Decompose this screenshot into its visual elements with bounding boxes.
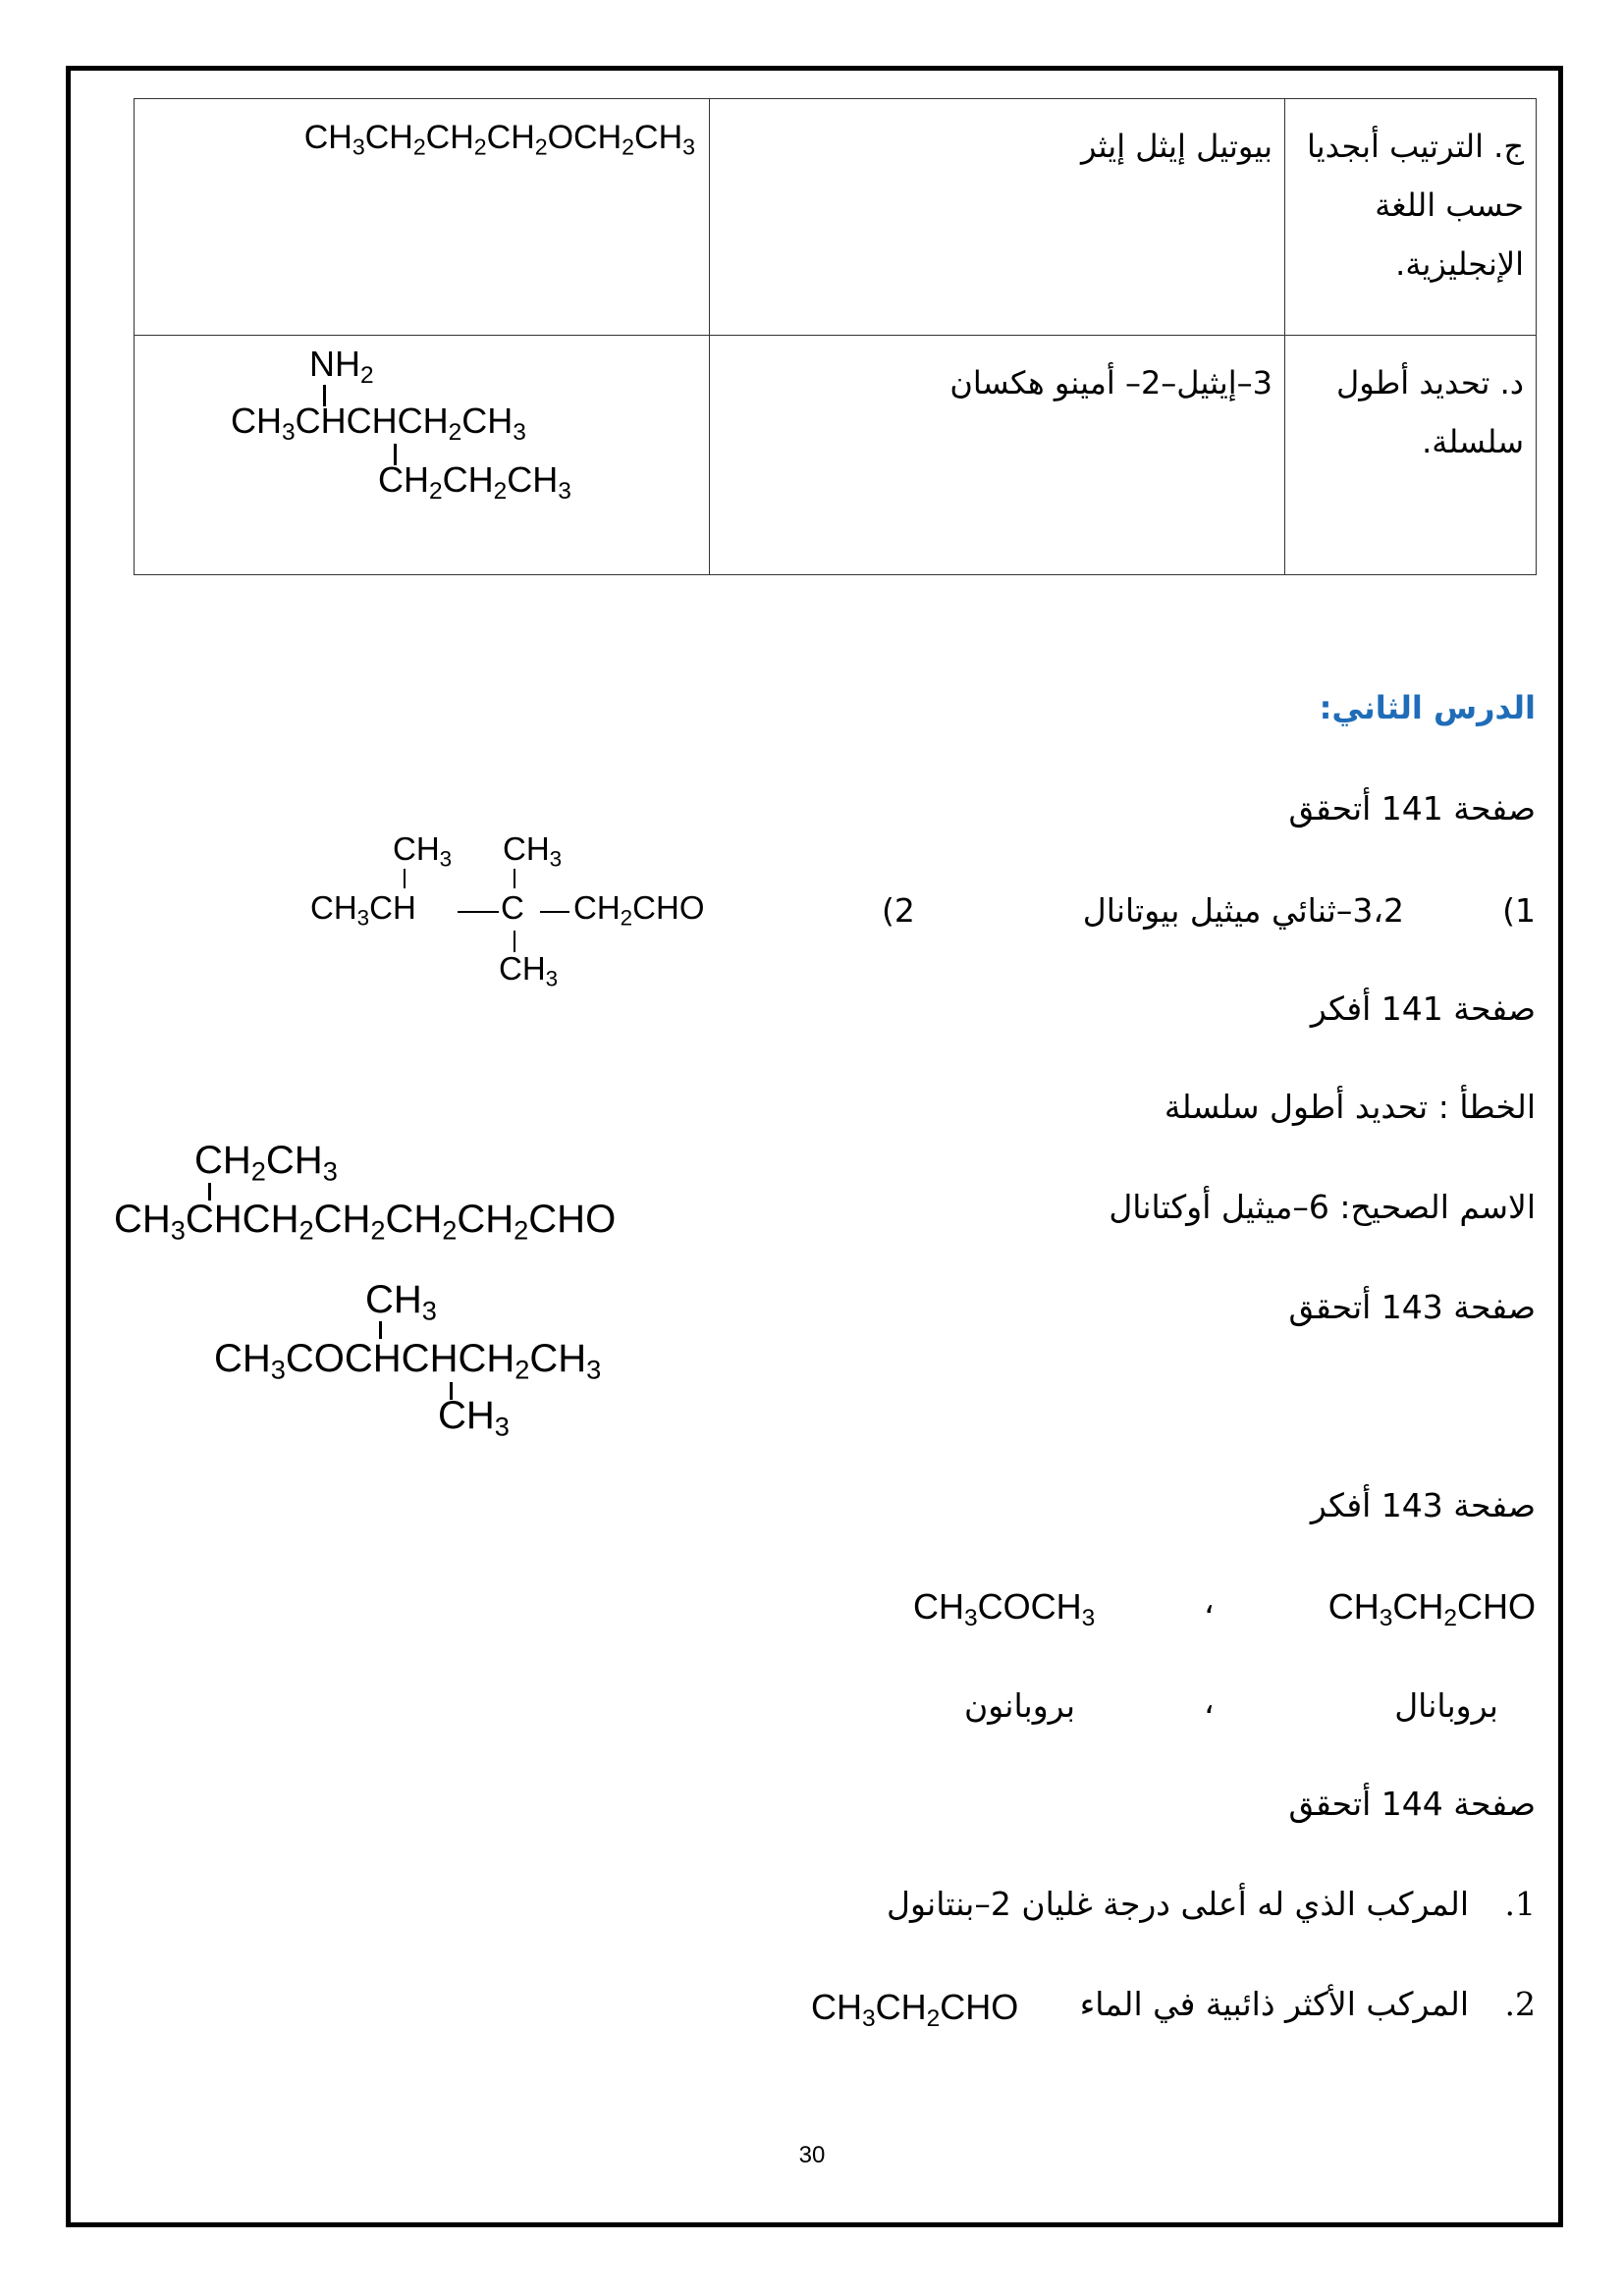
propanone-formula: $CH_3COCH_3$: [913, 1586, 1096, 1631]
main-chain: $CH_3COCHCHCH_2CH_3$: [214, 1337, 602, 1385]
bond: [458, 911, 499, 913]
page-number: 30: [798, 2142, 826, 2168]
table-row: [135, 336, 1537, 575]
answer1-text: 3،2–ثنائي ميثيل بيوتانال: [1082, 891, 1404, 930]
item2-number: .2: [1504, 1985, 1536, 2023]
bond: [540, 911, 569, 913]
methyl-2: $CH_3$: [503, 830, 563, 872]
table-row: [135, 99, 1537, 336]
name-cell: 3–إيثيل–2– أمينو هكسان: [710, 336, 1285, 575]
aldehyde-chain: $CH_2CHO$: [573, 889, 705, 931]
formula-cell: [135, 99, 710, 336]
naming-table: [134, 98, 1537, 575]
isopropyl: $CH_3CH$: [310, 889, 416, 931]
item1-text: المركب الذي له أعلى درجة غليان 2–بنتانول: [887, 1885, 1469, 1923]
section-p141-think: صفحة 141 أفكر: [1310, 989, 1536, 1028]
methyl-top: $CH_3$: [365, 1278, 437, 1326]
methyl-1: $CH_3$: [393, 830, 453, 872]
section-p143-check: صفحة 143 أتحقق: [1288, 1288, 1536, 1326]
ether-formula: $CH_3CH_2CH_2CH_2OCH_2CH_3$: [303, 119, 695, 160]
propanal-name: بروبانال: [1394, 1686, 1498, 1725]
propyl-branch: $CH_2CH_2CH_3$: [378, 459, 571, 505]
answer1-number: 1): [1502, 891, 1536, 930]
answer2-number: 2): [882, 891, 915, 930]
propanone-name: بروبانون: [964, 1686, 1076, 1725]
name-cell: بيوتيل إيثل إيثر: [710, 99, 1285, 336]
section-p144-check: صفحة 144 أتحقق: [1288, 1785, 1536, 1823]
ethyl-branch: $CH_2CH_3$: [194, 1139, 338, 1187]
quaternary-carbon: C: [501, 889, 524, 926]
bond: [514, 931, 515, 952]
section-p141-check: صفحة 141 أتحقق: [1288, 789, 1536, 828]
error-line: الخطأ : تحديد أطول سلسلة: [1164, 1088, 1536, 1126]
propanal-formula: $CH_3CH_2CHO$: [1327, 1586, 1536, 1631]
bond: [404, 869, 406, 888]
item1-number: .1: [1504, 1885, 1536, 1923]
amine-group: $NH_2$: [309, 344, 374, 389]
step-cell: د. تحديد أطول سلسلة.: [1285, 336, 1537, 575]
main-chain: $CH_3CHCH_2CH_2CH_2CH_2CHO$: [114, 1198, 617, 1246]
methyl-bottom: $CH_3$: [438, 1394, 510, 1442]
main-chain: $CH_3CHCHCH_2CH_3$: [231, 400, 526, 446]
methyl-3: $CH_3$: [499, 950, 559, 991]
section-p143-think: صفحة 143 أفكر: [1310, 1486, 1536, 1524]
amine-structure: [135, 336, 709, 574]
separator-comma: ،: [1204, 1682, 1215, 1721]
correct-name-line: الاسم الصحيح: 6–ميثيل أوكتانال: [1109, 1188, 1536, 1226]
lesson-heading: الدرس الثاني:: [1319, 689, 1536, 726]
structure-cell: [135, 336, 710, 575]
bond: [514, 869, 515, 888]
step-cell: ج. الترتيب أبجديا حسب اللغة الإنجليزية.: [1285, 99, 1537, 336]
item2-formula: $CH_3CH_2CHO$: [811, 1987, 1019, 2032]
item2-text: المركب الأكثر ذائبية في الماء: [1079, 1985, 1469, 2023]
separator-comma: ،: [1204, 1582, 1215, 1621]
